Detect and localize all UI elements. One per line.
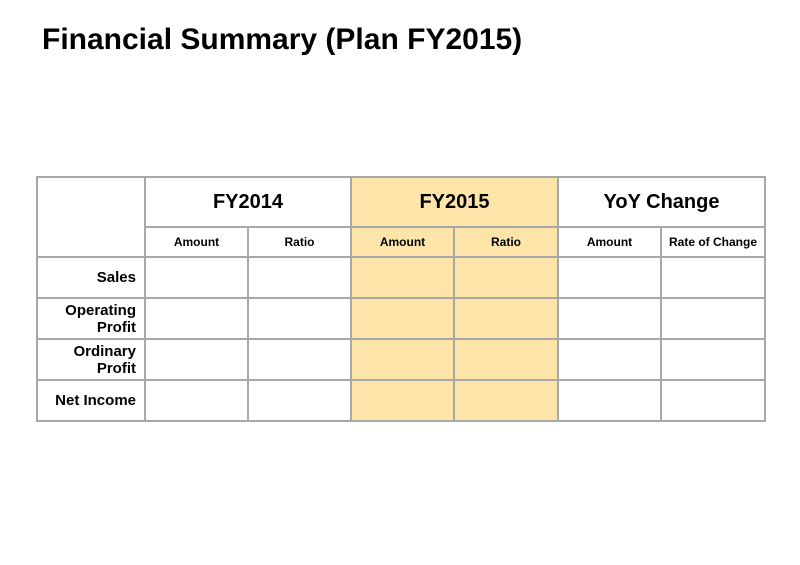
table-cell <box>351 339 454 380</box>
subheader-row <box>37 227 765 257</box>
table-cell <box>248 257 351 298</box>
corner-cell <box>37 177 145 257</box>
table-cell <box>351 257 454 298</box>
table-cell <box>145 380 248 421</box>
table-cell <box>558 339 661 380</box>
row-label-sales: Sales <box>37 257 145 298</box>
subheader-fy2015-amount: Amount <box>351 227 454 257</box>
table-row-sales <box>37 257 765 298</box>
table-cell <box>558 257 661 298</box>
table-cell <box>351 298 454 339</box>
table-cell <box>454 380 558 421</box>
table-cell <box>145 257 248 298</box>
row-label-net-income: Net Income <box>37 380 145 421</box>
table-cell <box>145 339 248 380</box>
group-header-fy2015: FY2015 <box>351 177 558 227</box>
row-label-ordinary-profit: Ordinary Profit <box>37 339 145 380</box>
table-cell <box>248 380 351 421</box>
table-cell <box>661 339 765 380</box>
table-row-net-income <box>37 380 765 421</box>
page-title: Financial Summary (Plan FY2015) <box>42 23 523 56</box>
table-cell <box>558 298 661 339</box>
subheader-fy2014-amount: Amount <box>145 227 248 257</box>
table-cell <box>661 257 765 298</box>
row-label-operating-profit: Operating Profit <box>37 298 145 339</box>
subheader-yoy-amount: Amount <box>558 227 661 257</box>
group-header-row <box>37 177 765 227</box>
subheader-fy2015-ratio: Ratio <box>454 227 558 257</box>
subheader-fy2014-ratio: Ratio <box>248 227 351 257</box>
table-row-operating-profit <box>37 298 765 339</box>
table-cell <box>661 380 765 421</box>
table-cell <box>558 380 661 421</box>
table-cell <box>454 257 558 298</box>
financial-summary-table <box>36 176 766 422</box>
table-cell <box>454 339 558 380</box>
table-row-ordinary-profit <box>37 339 765 380</box>
group-header-fy2014: FY2014 <box>145 177 351 227</box>
table-cell <box>145 298 248 339</box>
table-cell <box>248 339 351 380</box>
subheader-yoy-rate-of-change: Rate of Change <box>661 227 765 257</box>
group-header-yoy-change: YoY Change <box>558 177 765 227</box>
table-cell <box>454 298 558 339</box>
table-cell <box>248 298 351 339</box>
table-cell <box>661 298 765 339</box>
table-cell <box>351 380 454 421</box>
